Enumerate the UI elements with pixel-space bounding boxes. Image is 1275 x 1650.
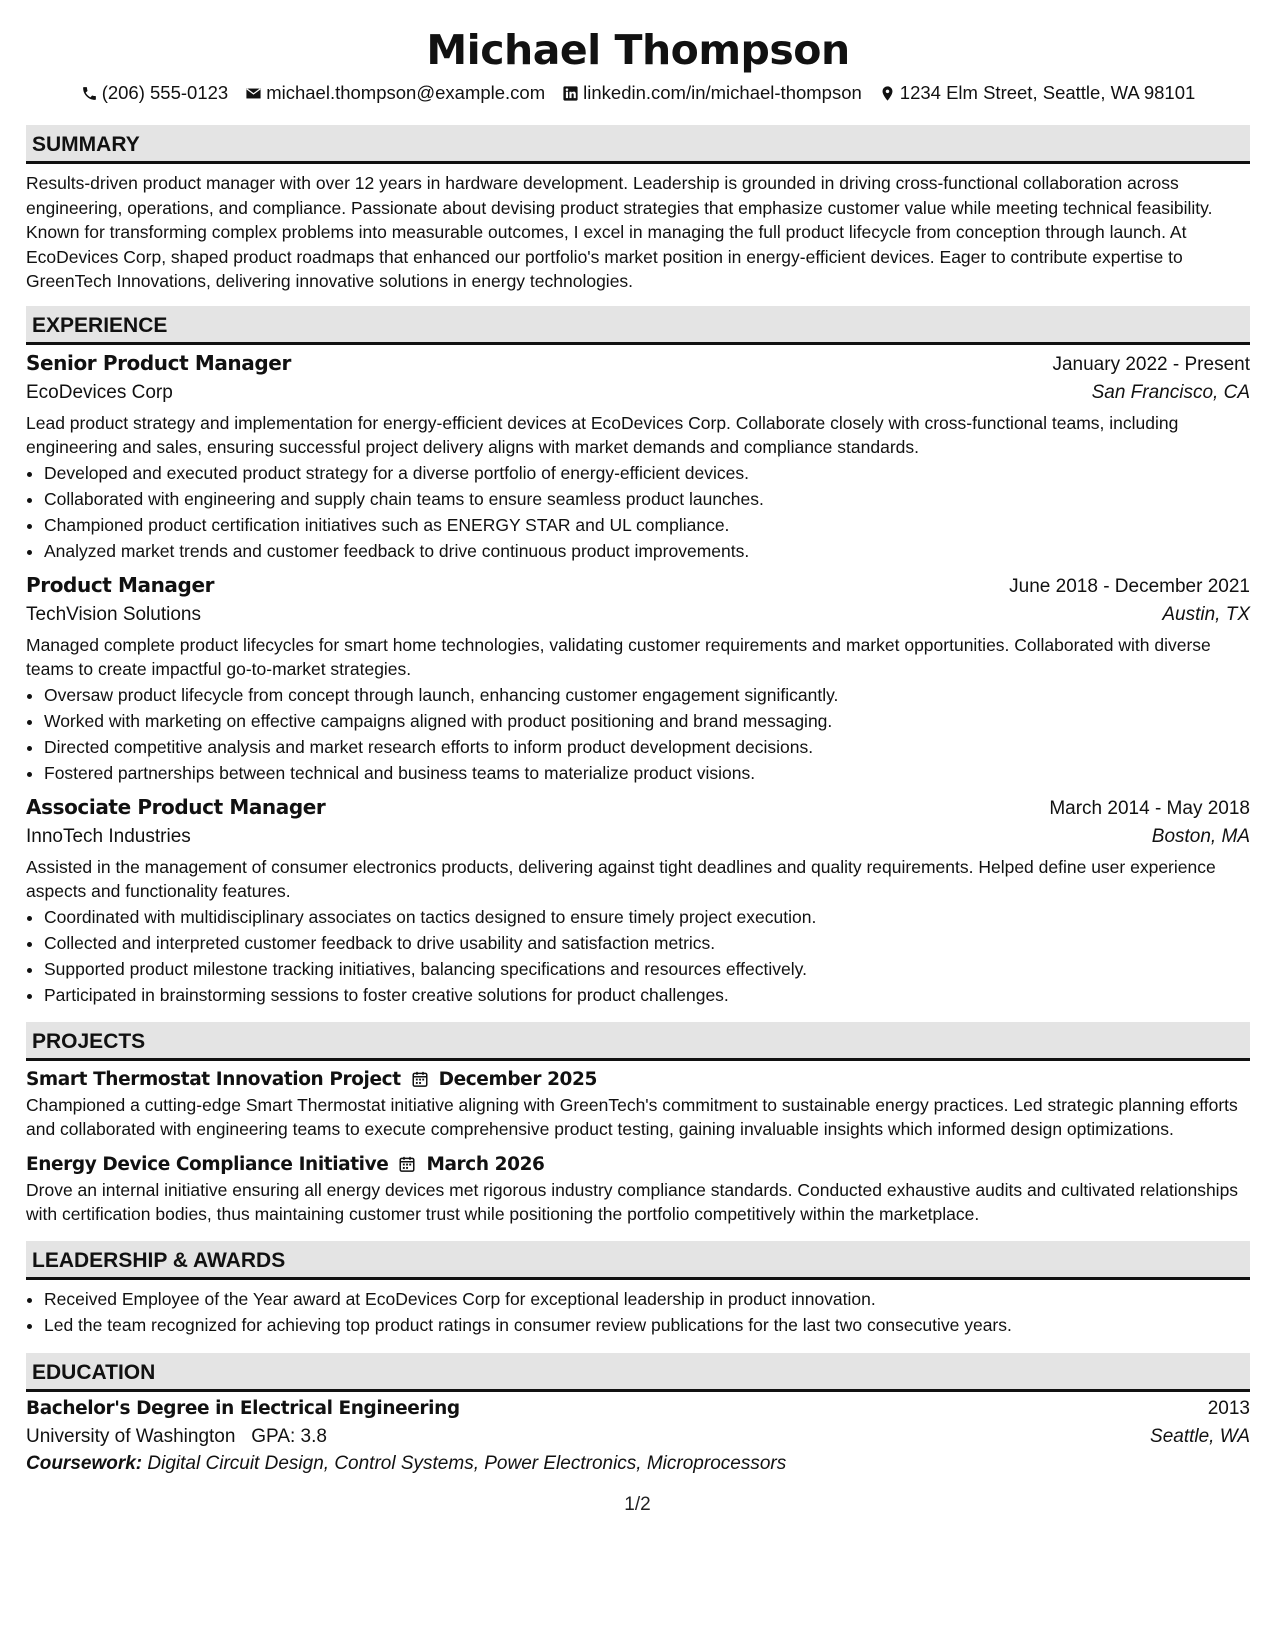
project-description: Championed a cutting-edge Smart Thermostat initiative aligning with GreenTech's commitment to sustainable energy practices. Led strategic planning efforts and collaborated with engineering teams to execute comprehensive product testing, gaining invaluable insights which informed design optimizations.: [26, 1094, 1238, 1139]
envelope-icon: [245, 85, 262, 102]
job-description: Assisted in the management of consumer electronics products, delivering against tight deadlines and quality requirements. Helped define user experience aspects and functionality features.: [26, 856, 1216, 901]
job-location: Boston, MA: [1151, 825, 1250, 847]
job-title: Associate Product Manager: [26, 794, 326, 819]
list-item: • Coordinated with multidisciplinary associates on tactics designed to ensure timely project execution.: [44, 904, 1250, 930]
job-subheader: [26, 604, 1250, 626]
job-description: Managed complete product lifecycles for smart home technologies, validating customer requirements and market opportunities. Collaborated with diverse teams to create impactful go-to-market strategies.: [26, 634, 1211, 679]
linkedin-link[interactable]: linkedin.com/in/michael-thompson: [583, 82, 862, 103]
experience-entry: [26, 351, 1250, 564]
company-name: InnoTech Industries: [26, 825, 191, 847]
project-header: [26, 1154, 1250, 1175]
project-entry: [26, 1154, 1250, 1227]
list-item: • Collected and interpreted customer feedback to drive usability and satisfaction metrics.: [44, 930, 1250, 956]
job-title: Product Manager: [26, 572, 215, 597]
section-header-leadership: LEADERSHIP & AWARDS: [26, 1241, 1250, 1280]
education-subheader: [26, 1426, 1250, 1448]
leadership-list: [26, 1286, 1250, 1338]
summary-text: Results-driven product manager with over 12 years in hardware development. Leadership is grounded in driving cross-functional collaboration across engineering, operations, and compliance. Passionate about devising product strategies that emphasize customer value while meeting technical feasibility. Known for transforming complex problems into measurable outcomes, I excel in managing the full product lifecycle from conception through launch. At EcoDevices Corp, shaped product roadmaps that enhanced our portfolio's market position in energy-efficient devices. Eager to contribute expertise to GreenTech Innovations, delivering innovative solutions in energy technologies.: [26, 173, 1213, 291]
job-location: San Francisco, CA: [1091, 381, 1250, 403]
address-text: 1234 Elm Street, Seattle, WA 98101: [899, 82, 1196, 103]
section-header-summary: SUMMARY: [26, 125, 1250, 164]
page-number: 1/2: [624, 1494, 651, 1515]
job-dates: January 2022 - Present: [1052, 353, 1250, 375]
phone-text: (206) 555-0123: [101, 82, 229, 103]
job-description: Lead product strategy and implementation for energy-efficient devices at EcoDevices Corp. Collaborate closely with cross-functional teams, including engineering and sales, ensuring successful project delivery aligns with market demands and compliance standards.: [26, 412, 1179, 457]
list-item: • Fostered partnerships between technical and business teams to materialize product visions.: [44, 760, 1250, 786]
school-name: University of Washington: [26, 1425, 236, 1447]
school-info: [26, 1426, 327, 1448]
list-item: • Championed product certification initiatives such as ENERGY STAR and UL compliance.: [44, 512, 1250, 538]
contact-address: [879, 80, 1196, 106]
job-bullets: [26, 460, 1250, 564]
list-item: • Worked with marketing on effective campaigns aligned with product positioning and brand messaging.: [44, 708, 1250, 734]
education-entry: [26, 1398, 1250, 1475]
degree-title: Bachelor's Degree in Electrical Engineering: [26, 1397, 460, 1419]
calendar-icon: [398, 1155, 416, 1173]
list-item: • Collaborated with engineering and supply chain teams to ensure seamless product launches.: [44, 486, 1250, 512]
list-item: • Received Employee of the Year award at EcoDevices Corp for exceptional leadership in product innovation.: [44, 1286, 1250, 1312]
job-subheader: [26, 382, 1250, 404]
school-location: Seattle, WA: [1150, 1425, 1250, 1447]
job-dates: June 2018 - December 2021: [1009, 575, 1250, 597]
job-bullets: [26, 904, 1250, 1008]
coursework-label: Coursework:: [26, 1452, 143, 1474]
contact-email[interactable]: [245, 80, 545, 106]
project-title: Energy Device Compliance Initiative: [26, 1153, 389, 1175]
job-subheader: [26, 826, 1250, 848]
coursework-list: Digital Circuit Design, Control Systems, Power Electronics, Microprocessors: [147, 1452, 787, 1474]
list-item: • Led the team recognized for achieving top product ratings in consumer review publications for the last two consecutive years.: [44, 1312, 1250, 1338]
list-item: • Directed competitive analysis and market research efforts to inform product development decisions.: [44, 734, 1250, 760]
section-header-education: EDUCATION: [26, 1353, 1250, 1392]
section-header-projects: PROJECTS: [26, 1022, 1250, 1061]
linkedin-icon: [562, 85, 579, 102]
gpa: GPA: 3.8: [251, 1425, 327, 1447]
map-pin-icon: [879, 85, 896, 102]
resume-page: [26, 0, 1250, 1475]
list-item: • Oversaw product lifecycle from concept through launch, enhancing customer engagement significantly.: [44, 682, 1250, 708]
list-item: • Developed and executed product strategy for a diverse portfolio of energy-efficient devices.: [44, 460, 1250, 486]
contact-bar: [26, 80, 1250, 106]
project-title: Smart Thermostat Innovation Project: [26, 1068, 401, 1090]
contact-linkedin[interactable]: [562, 80, 862, 106]
company-name: TechVision Solutions: [26, 603, 201, 625]
job-header: [26, 351, 1250, 376]
calendar-icon: [411, 1070, 429, 1088]
project-date: December 2025: [438, 1068, 597, 1090]
graduation-year: 2013: [1207, 1397, 1250, 1419]
job-dates: March 2014 - May 2018: [1049, 797, 1250, 819]
email-link[interactable]: michael.thompson@example.com: [266, 82, 546, 103]
project-entry: [26, 1069, 1250, 1142]
phone-icon: [81, 85, 98, 102]
contact-phone: [81, 80, 229, 106]
list-item: • Supported product milestone tracking initiatives, balancing specifications and resources effectively.: [44, 956, 1250, 982]
list-item: • Participated in brainstorming sessions to foster creative solutions for product challenges.: [44, 982, 1250, 1008]
education-header: [26, 1398, 1250, 1420]
project-description: Drove an internal initiative ensuring all energy devices met rigorous industry compliance standards. Conducted exhaustive audits and cultivated relationships with certification bodies, thus maintaining customer trust while positioning the portfolio competitively within the marketplace.: [26, 1179, 1239, 1224]
project-date: March 2026: [426, 1153, 545, 1175]
experience-entry: [26, 795, 1250, 1008]
job-location: Austin, TX: [1162, 603, 1250, 625]
experience-entry: [26, 573, 1250, 786]
section-header-experience: EXPERIENCE: [26, 306, 1250, 345]
job-header: [26, 573, 1250, 598]
project-header: [26, 1069, 1250, 1090]
company-name: EcoDevices Corp: [26, 381, 173, 403]
candidate-name: Michael Thompson: [426, 26, 850, 74]
list-item: • Analyzed market trends and customer feedback to drive continuous product improvements.: [44, 538, 1250, 564]
job-header: [26, 795, 1250, 820]
job-title: Senior Product Manager: [26, 350, 291, 375]
coursework: [26, 1453, 1250, 1475]
job-bullets: [26, 682, 1250, 786]
